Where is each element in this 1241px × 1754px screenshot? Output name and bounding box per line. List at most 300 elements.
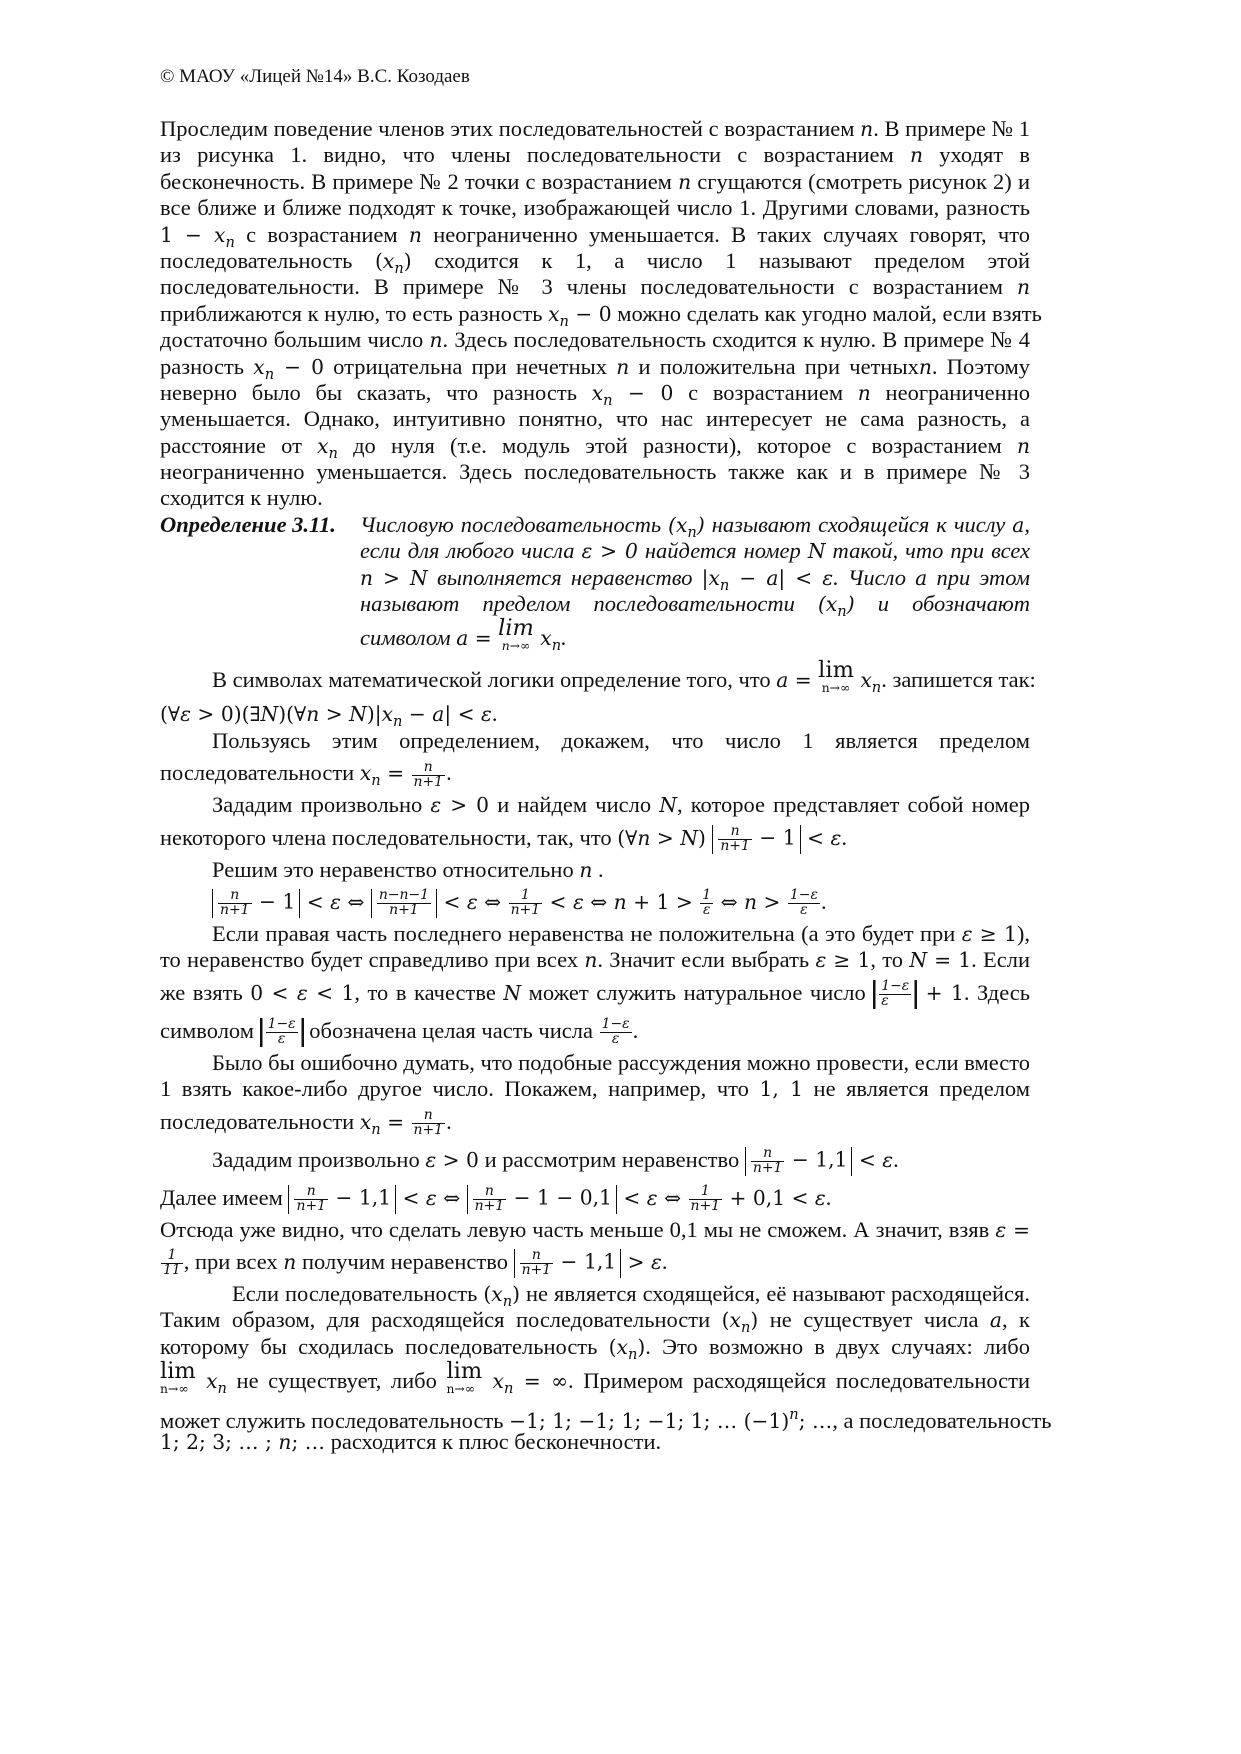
text-run: . [491, 701, 498, 727]
text-run: такой, что при всех [825, 538, 1031, 564]
math-subscript: n [719, 576, 730, 594]
text-run: не является пределом [803, 1076, 1030, 1102]
math-italic: ε [822, 565, 834, 590]
text-run: из рисунка 1. видно, что члены последовательности с возрастанием [160, 142, 910, 168]
text-line [160, 1179, 1030, 1217]
math-symbol: < [616, 1185, 647, 1210]
text-run: . Здесь последовательность сходится к нулю. В примере № 4 [442, 327, 1030, 353]
math-symbol: < [437, 889, 467, 914]
text-line [160, 1280, 1030, 1311]
text-line [160, 459, 1030, 485]
text-run: не является сходящейся, её называют расходящейся. [520, 1280, 1030, 1306]
math-italic: ε [815, 948, 827, 973]
text-run: последовательности [160, 1108, 360, 1134]
math-italic: n [360, 565, 374, 590]
text-run: . [893, 1146, 899, 1172]
text-line [360, 564, 1031, 594]
text-run: . [825, 1184, 832, 1210]
text-run: все ближе и ближе подходят к точке, изображающей число 1. Другими словами, разность [160, 195, 1030, 221]
math-italic: x [708, 565, 720, 590]
math-fraction [412, 1106, 446, 1138]
math-symbol: − 1,1 [554, 1249, 617, 1274]
text-run: не существует числа [758, 1307, 990, 1333]
text-run: неверно было бы сказать, что разность [160, 379, 592, 405]
math-italic: ε [651, 1249, 662, 1274]
math-italic: x [491, 1281, 503, 1306]
limit-operator: lim [818, 657, 854, 684]
text-run: ), [1016, 920, 1030, 946]
text-line [160, 1243, 1030, 1281]
math-symbol: ⇔ [340, 889, 371, 914]
text-run: неограниченно [870, 379, 1030, 405]
text-line [160, 195, 1030, 221]
math-italic: ε [330, 889, 341, 914]
math-italic: n [1016, 433, 1030, 458]
math-symbol: )| [366, 702, 382, 727]
math-fraction [700, 889, 713, 918]
text-line [160, 819, 1030, 857]
text-run: при этом [927, 564, 1031, 590]
fraction-numerator: n [718, 825, 752, 840]
text-line [360, 591, 1030, 621]
math-limit [818, 659, 854, 694]
math-italic: ε [481, 702, 492, 727]
math-fraction [718, 822, 752, 854]
math-symbol: > [373, 565, 411, 590]
math-italic: ε [961, 921, 973, 946]
text-run: разность [160, 353, 254, 379]
math-subscript: n [264, 365, 275, 383]
text-run: . запишется так: [881, 667, 1036, 693]
math-symbol: ; … [291, 1429, 325, 1454]
text-run: . [632, 1017, 639, 1043]
text-run: В символах математической логики определение того, что [212, 667, 777, 693]
math-symbol: ) [696, 512, 705, 537]
math-symbol: − 1 [252, 889, 296, 914]
text-run: . [446, 760, 452, 786]
text-run: может служить последовательность [160, 1407, 510, 1433]
limit-subscript: n→∞ [501, 638, 531, 653]
math-integer-part [260, 1018, 304, 1047]
fraction-denominator: n+1 [296, 1197, 327, 1214]
text-line [160, 1141, 1030, 1179]
text-run: Пользуясь этим определением, докажем, что число 1 является пределом [212, 727, 1030, 753]
math-italic: x [676, 512, 688, 537]
text-line [160, 657, 1036, 701]
math-symbol: ; … [798, 1408, 833, 1433]
math-italic: n [584, 948, 598, 973]
math-symbol: > [319, 702, 350, 727]
math-italic: a [989, 1308, 1002, 1333]
math-italic: ε [646, 1185, 658, 1210]
math-subscript: n [837, 603, 847, 621]
text-run: сгущаются (смотреть рисунок 2) и [691, 168, 1030, 194]
text-line [160, 1050, 1030, 1076]
paragraph-sequence-behavior [160, 116, 1042, 512]
math-italic: n [306, 702, 320, 727]
math-italic: n [637, 825, 651, 850]
text-run: приближаются к нулю, то есть разность [160, 300, 549, 326]
limit-subscript: n→∞ [446, 1381, 476, 1396]
math-fraction [689, 1182, 723, 1214]
math-symbol: = [1006, 1217, 1031, 1242]
math-symbol: | < [444, 702, 482, 727]
math-symbol: ) [512, 1281, 521, 1306]
math-symbol: = [468, 626, 499, 651]
math-italic: x [317, 433, 329, 458]
math-italic: a [915, 565, 928, 590]
definition-body [360, 512, 1030, 660]
math-italic: ε [995, 1217, 1007, 1242]
text-run: называют сходящейся к числу [704, 511, 1013, 537]
math-symbol: > [757, 889, 787, 914]
math-subscript: n [871, 679, 882, 697]
math-symbol: ⇔ [436, 1185, 467, 1210]
math-italic: ε [296, 980, 308, 1005]
text-run: расстояние от [160, 432, 318, 458]
math-italic: ε [430, 793, 442, 818]
math-subscript: n [217, 1380, 227, 1398]
text-line [160, 1429, 1030, 1455]
fraction-numerator: 1 [702, 887, 712, 904]
math-limit [446, 1360, 482, 1395]
text-run: . [592, 856, 604, 882]
text-run: до нуля (т.е. модуль этой разности), которое с возрастанием [337, 432, 1017, 458]
math-symbol: − [729, 565, 767, 590]
math-subscript: n [393, 713, 403, 731]
math-symbol: = [788, 668, 819, 693]
math-italic: x [729, 1308, 741, 1333]
text-run: , то в качестве [354, 979, 504, 1005]
math-subscript: n [502, 1293, 513, 1311]
limit-subscript: n→∞ [821, 680, 851, 695]
fraction-denominator: n+1 [389, 902, 419, 919]
text-run: некоторого члена последовательности, так, что [160, 824, 618, 850]
math-limit [160, 1360, 196, 1395]
math-italic: x [359, 761, 372, 786]
math-italic: ε [425, 1147, 437, 1172]
math-italic: x [853, 668, 872, 693]
fraction-numerator: n [218, 889, 252, 904]
math-subscript: n [603, 392, 613, 410]
text-run: символом [360, 625, 457, 651]
text-run: с возрастанием [673, 379, 858, 405]
text-line [360, 511, 1030, 541]
text-line [160, 1333, 1030, 1363]
math-symbol: > [621, 1249, 652, 1274]
math-absolute-value [467, 1182, 617, 1214]
math-italic: N [349, 702, 367, 727]
math-symbol: − 1,1 [785, 1147, 848, 1172]
math-symbol: ⇔ [583, 889, 614, 914]
text-line [160, 221, 1030, 251]
text-line [160, 701, 1030, 731]
text-run: расходится к плюс бесконечности. [324, 1428, 662, 1454]
math-symbol: ( [483, 1281, 492, 1306]
math-symbol: ( [817, 592, 826, 617]
math-symbol: ⇔ [477, 889, 508, 914]
text-run: уменьшается. Однако, интуитивно понятно, что нас интересует не сама разность, а [160, 406, 1030, 432]
math-fraction [788, 889, 820, 918]
math-italic: x [548, 301, 560, 326]
paragraph-proof-and-divergence [160, 657, 1052, 1454]
math-fraction [161, 1249, 183, 1278]
math-italic: x [195, 1369, 218, 1394]
math-symbol: ⇔ [714, 889, 745, 914]
math-absolute-value [288, 1182, 396, 1214]
text-line [160, 327, 1030, 353]
text-run: Было бы ошибочно думать, что подобные рассуждения можно провести, если вместо [212, 1049, 1031, 1075]
text-run: неограниченно уменьшается. В таких случаях говорят, что [421, 221, 1030, 247]
math-italic: x [214, 222, 226, 247]
math-italic: x [616, 1334, 628, 1359]
math-italic: a [456, 626, 469, 651]
math-fraction [600, 1018, 632, 1047]
text-run: . Примером расходящейся последовательности [568, 1368, 1031, 1394]
text-run: , то [870, 947, 910, 973]
math-italic: n [918, 354, 932, 379]
math-symbol: ⇔ [657, 1185, 688, 1210]
limit-operator: lim [446, 1358, 483, 1385]
math-fraction [751, 1144, 785, 1176]
math-italic: n [744, 889, 758, 914]
math-italic: n [857, 380, 871, 405]
text-run: которому бы сходилась последовательность [160, 1333, 609, 1359]
text-run: не существует, либо [226, 1368, 447, 1394]
math-symbol: = 1 [927, 948, 972, 973]
math-italic: n [283, 1249, 297, 1274]
text-run: . Число [833, 564, 916, 590]
text-line [160, 754, 1030, 792]
text-line [160, 792, 1030, 818]
text-run: Отсюда уже видно, что сделать левую часть меньше 0,1 мы не сможем. А значит, взяв [160, 1216, 996, 1242]
math-italic: ε [581, 539, 593, 564]
math-italic: a [766, 565, 779, 590]
math-symbol: − [402, 702, 433, 727]
text-line [160, 142, 1030, 168]
math-italic: ε [814, 1185, 826, 1210]
math-italic: x [825, 592, 838, 617]
text-line [160, 247, 1030, 278]
text-run: достаточно большим число [160, 327, 430, 353]
math-italic: N [659, 793, 677, 818]
text-run: и рассмотрим неравенство [478, 1146, 745, 1172]
text-run: . Значит если выбрать [597, 947, 816, 973]
fraction-numerator: n [751, 1147, 785, 1162]
fraction-denominator: 11 [163, 1262, 181, 1279]
math-italic: ε [572, 889, 584, 914]
math-symbol: > 0 [592, 539, 638, 564]
math-italic: n [278, 1429, 292, 1454]
math-fraction [509, 889, 543, 918]
math-symbol: | [701, 565, 709, 590]
math-symbol: > [650, 825, 681, 850]
text-run: . [661, 1248, 668, 1274]
fraction-numerator: 1−ε [601, 1016, 630, 1033]
math-fraction [879, 980, 911, 1009]
math-symbol: 1, 1 [759, 1077, 803, 1102]
math-italic: x [533, 626, 552, 651]
math-limit [498, 617, 534, 652]
math-symbol: > 0 [436, 1147, 479, 1172]
math-symbol: − 1 − 0,1 [507, 1185, 612, 1210]
text-run: , при всех [183, 1248, 284, 1274]
math-italic: x [253, 354, 265, 379]
text-line [160, 728, 1030, 754]
math-absolute-value [712, 822, 800, 854]
fraction-numerator: n−n−1 [378, 887, 430, 904]
text-line [160, 857, 1030, 883]
math-symbol: − 0 [274, 354, 324, 379]
math-subscript: n [225, 233, 235, 251]
math-italic: a [1012, 512, 1025, 537]
text-run: Зададим произвольно [212, 792, 431, 818]
text-run: , к [1001, 1307, 1030, 1333]
text-run: последовательности. В примере № 3 члены последовательности с возрастанием [160, 274, 1017, 300]
math-symbol: − 1 [752, 825, 796, 850]
math-fraction [294, 1182, 328, 1214]
text-run: последовательность [160, 247, 375, 273]
math-italic: ε [466, 889, 478, 914]
fraction-denominator: ε [702, 902, 711, 919]
text-run: . [446, 1108, 452, 1134]
math-fraction [473, 1182, 507, 1214]
math-subscript: n [687, 523, 697, 541]
text-run: Зададим произвольно [212, 1146, 426, 1172]
fraction-denominator: n+1 [752, 1159, 783, 1176]
math-symbol: (∀ [617, 825, 638, 850]
text-line [360, 617, 1030, 659]
math-symbol: −1; 1; −1; 1; −1; 1; … (−1) [509, 1408, 790, 1433]
math-symbol: ( [668, 512, 676, 537]
text-run: 1 взять какое-либо другое число. Покажем, например, что [160, 1076, 760, 1102]
math-symbol: + 1 [917, 980, 964, 1005]
math-italic: n [1016, 275, 1030, 300]
math-symbol: < [543, 889, 573, 914]
text-run: же взять [160, 979, 251, 1005]
text-line [160, 300, 1042, 330]
definition-label: Определение 3.11. [160, 511, 336, 537]
text-line [160, 921, 1030, 947]
math-italic: x [482, 1369, 504, 1394]
fraction-denominator: n+1 [690, 1197, 721, 1214]
fraction-denominator: n+1 [474, 1197, 505, 1214]
math-symbol: 1; 2; 3; … ; [160, 1429, 279, 1454]
math-absolute-value [212, 889, 300, 918]
text-run: бесконечность. В примере № 2 точки с возрастанием [160, 168, 679, 194]
math-symbol: = [380, 761, 411, 786]
math-subscript: n [627, 1345, 638, 1363]
math-italic: x [359, 1109, 372, 1134]
text-run: сходится к нулю. [160, 485, 323, 511]
math-symbol: − 0 [612, 380, 674, 405]
text-line [160, 1307, 1030, 1337]
text-run: если для любого числа [360, 538, 582, 564]
fraction-numerator: n [294, 1185, 328, 1200]
math-symbol: )(∀ [278, 702, 307, 727]
text-run: Решим это неравенство относительно [212, 856, 580, 882]
math-symbol: | < [778, 565, 823, 590]
math-subscript: n [371, 772, 381, 790]
math-italic: N [680, 825, 698, 850]
text-line [160, 353, 1030, 383]
math-absolute-value [371, 889, 437, 918]
math-italic: N [807, 539, 826, 564]
math-absolute-value [745, 1144, 853, 1176]
math-italic: n [860, 117, 874, 141]
text-run: символом [160, 1017, 260, 1043]
math-subscript: n [394, 260, 404, 278]
math-symbol: > 0)(∃ [191, 702, 261, 727]
math-symbol: ) [846, 592, 855, 617]
text-run: и обозначают [854, 591, 1030, 617]
math-symbol: 1 − [160, 222, 215, 247]
text-line [160, 116, 1030, 142]
text-run: с возрастанием [234, 221, 409, 247]
math-symbol: + 1 > [626, 889, 700, 914]
text-line [160, 169, 1030, 195]
fraction-numerator: 1−ε [789, 887, 818, 904]
math-symbol: + 0,1 < [723, 1185, 815, 1210]
text-run: Если последовательность [232, 1280, 484, 1306]
math-fraction [412, 758, 446, 790]
math-italic: n [408, 222, 422, 247]
fraction-denominator: n+1 [413, 773, 444, 790]
math-italic: n [909, 143, 924, 168]
math-symbol: − 0 [568, 301, 612, 326]
fraction-denominator: n+1 [510, 902, 541, 919]
math-italic: ε [882, 1147, 894, 1172]
math-symbol: < 1 [307, 980, 355, 1005]
text-line [160, 947, 1030, 973]
math-symbol: = [380, 1109, 411, 1134]
math-subscript: n [740, 1319, 751, 1337]
text-run: . Это возможно в двух случаях: либо [645, 1333, 1030, 1359]
math-symbol: < [396, 1185, 426, 1210]
math-superscript: n [789, 1406, 799, 1424]
text-run: и положительна при четных [629, 353, 919, 379]
fraction-numerator: 1 [509, 889, 543, 904]
text-run: , [1024, 511, 1030, 537]
math-italic: x [591, 380, 604, 405]
math-symbol: ) [403, 248, 412, 273]
text-line [160, 1402, 1052, 1433]
math-italic: N [410, 565, 428, 590]
text-run: неограниченно уменьшается. Здесь последовательность также как и в примере № 3 [160, 459, 1030, 485]
text-line [160, 883, 1030, 921]
text-run: называют пределом последовательности [360, 591, 818, 617]
math-symbol: ) [637, 1334, 646, 1359]
math-italic: x [381, 702, 394, 727]
fraction-denominator: n+1 [220, 902, 250, 919]
math-italic: n [613, 889, 627, 914]
fraction-denominator: ε [881, 993, 889, 1010]
document-body [160, 116, 1052, 1455]
fraction-denominator: ε [611, 1031, 620, 1048]
math-italic: ε [830, 825, 842, 850]
math-integer-part [873, 980, 917, 1009]
text-run: выполняется неравенство [427, 564, 702, 590]
math-symbol: ≥ 1 [972, 921, 1017, 946]
text-run: последовательности [160, 760, 360, 786]
fraction-numerator: 1−ε [267, 1016, 296, 1033]
fraction-numerator: n [520, 1249, 554, 1264]
text-run: Если правая часть последнего неравенства не положительна (а это будет при [212, 920, 962, 946]
math-symbol: = ∞ [513, 1369, 569, 1394]
math-subscript: n [559, 312, 569, 330]
math-symbol: ) [750, 1308, 759, 1333]
text-run: Проследим поведение членов этих последовательностей с возрастанием [160, 116, 861, 141]
